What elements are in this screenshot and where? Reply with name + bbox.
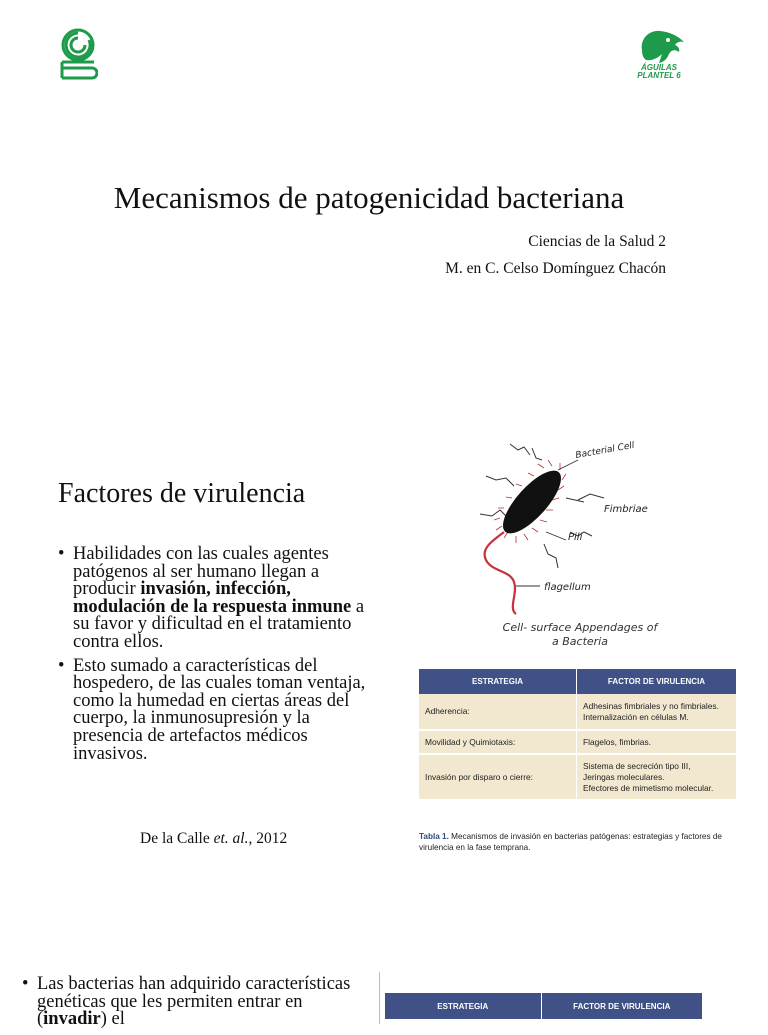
bullet-bold-text: invasión, infección, modulación de la respuesta inmune	[73, 579, 352, 617]
bullet-item	[58, 546, 376, 652]
school-logo	[58, 28, 98, 82]
table-cell: Invasión por disparo o cierre:	[419, 754, 577, 800]
label-fimbriae: Fimbriae	[604, 504, 648, 515]
table-header: ESTRATEGIA	[419, 669, 577, 694]
bullet-dot: •	[58, 544, 65, 564]
bullet-item	[58, 655, 376, 764]
presentation-title: Mecanismos de patogenicidad bacteriana	[113, 180, 625, 215]
virulence-table-header	[385, 993, 702, 1019]
slide-title: Factores de virulencia	[58, 478, 306, 509]
table-cell: Sistema de secreción tipo III, Jeringas moleculares. Efectores de mimetismo molecular.	[577, 754, 737, 800]
bullet-dot: •	[58, 655, 65, 676]
bullet-dot: •	[22, 974, 29, 994]
logo-text: ÁGUILAS PLANTEL 6	[637, 63, 681, 80]
table-header: FACTOR DE VIRULENCIA	[542, 993, 702, 1019]
table-row	[419, 754, 736, 800]
citation: De la Calle et. al., 2012	[140, 830, 288, 847]
bullet-text: Esto sumado a características del hospedero, de las cuales toman ventaja, como la humedad en ciertas áreas del cuerpo, la inmunosupresión y la presencia de artefactos médicos invasivos.	[73, 655, 366, 764]
bullet-text: a su favor y dificultad en el tratamiento contra ellos.	[73, 596, 365, 652]
subject-label: Ciencias de la Salud 2	[528, 233, 666, 250]
virulence-table	[419, 669, 736, 801]
table-caption: Tabla 1. Mecanismos de invasión en bacterias patógenas: estrategias y factores de virulencia en la fase temprana.	[419, 832, 722, 852]
table-cell: Adherencia:	[419, 694, 577, 730]
label-bacterial-cell: Bacterial Cell	[574, 440, 636, 461]
table-header: ESTRATEGIA	[385, 993, 542, 1019]
bullet-list	[58, 546, 376, 769]
table-cell: Flagelos, fimbrias.	[577, 730, 737, 754]
table-header: FACTOR DE VIRULENCIA	[577, 669, 737, 694]
bullet-item: • Las bacterias han adquirido características genéticas que les permiten entrar en (invadir) el	[22, 974, 351, 1030]
table-row	[419, 694, 736, 730]
subtitle-block	[380, 228, 666, 282]
label-pili: Pili	[568, 532, 583, 543]
bullet-text: Habilidades con las cuales agentes patógenos al ser humano llegan a producir	[73, 544, 329, 600]
divider	[379, 972, 380, 1024]
author-label: M. en C. Celso Domínguez Chacón	[445, 260, 666, 277]
table-row	[419, 730, 736, 754]
table-cell: Adhesinas fimbriales y no fimbriales. Internalización en células M.	[577, 694, 737, 730]
figure-caption: Cell- surface Appendages of a Bacteria	[502, 621, 658, 648]
label-flagellum: flagellum	[544, 582, 591, 593]
bullet-list	[22, 976, 358, 1035]
table-cell: Movilidad y Quimiotaxis:	[419, 730, 577, 754]
